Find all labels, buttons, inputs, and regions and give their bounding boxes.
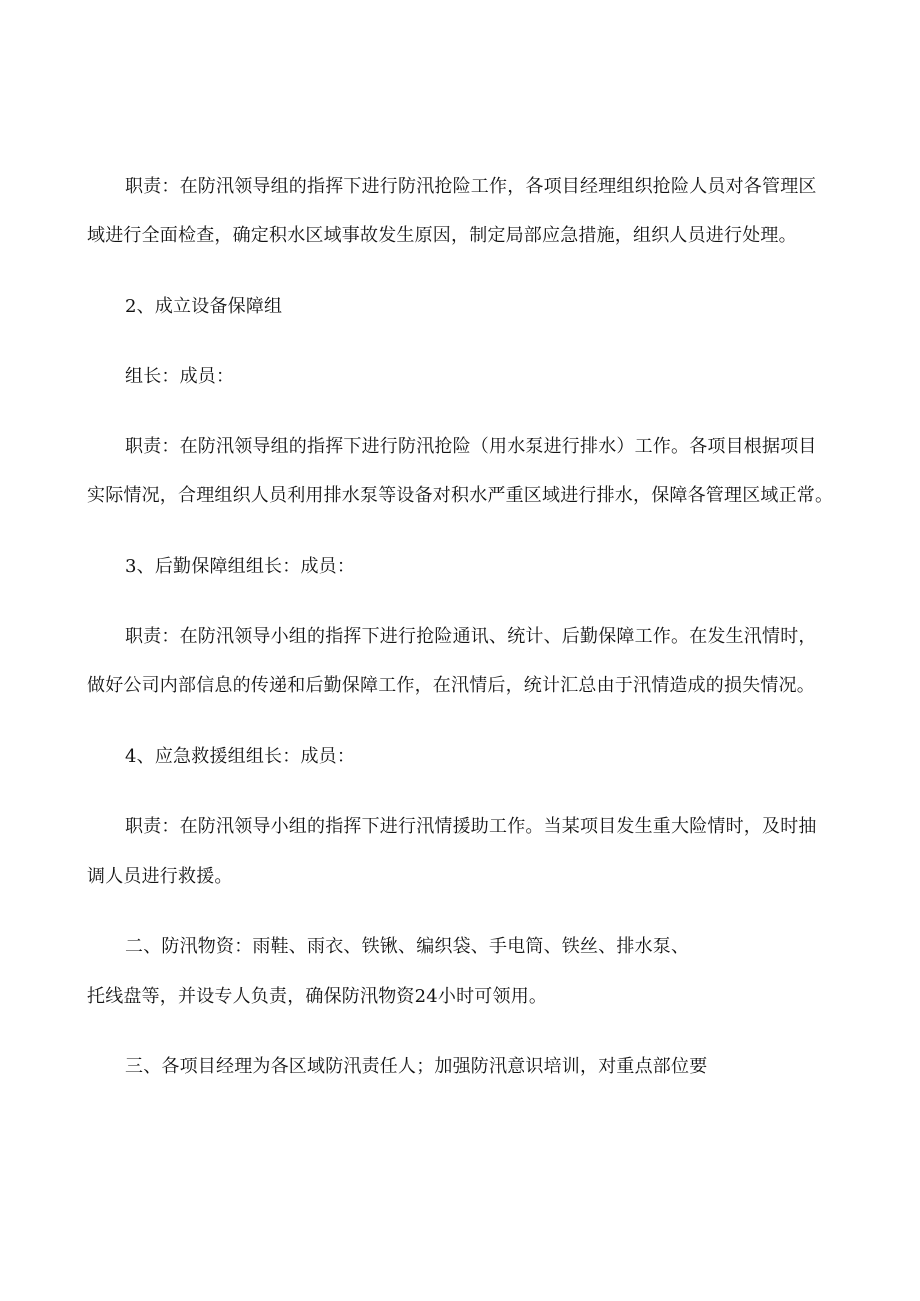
paragraph-line: 做好公司内部信息的传递和后勤保障工作，在汛情后，统计汇总由于汛情造成的损失情况。 [87, 675, 815, 696]
section-heading: 2、成立设备保障组 [125, 296, 283, 317]
paragraph-line: 职责：在防汛领导组的指挥下进行防汛抢险工作，各项目经理组织抢险人员对各管理区 [125, 176, 817, 197]
paragraph-line: 实际情况，合理组织人员利用排水泵等设备对积水严重区域进行排水，保障各管理区域正常。 [87, 485, 834, 506]
paragraph-line: 调人员进行救援。 [87, 866, 233, 887]
paragraph-line: 托线盘等，并设专人负责，确保防汛物资24小时可领用。 [87, 986, 548, 1007]
paragraph-line: 二、防汛物资：雨鞋、雨衣、铁锹、编织袋、手电筒、铁丝、排水泵、 [125, 936, 690, 957]
paragraph-line: 三、各项目经理为各区域防汛责任人；加强防汛意识培训，对重点部位要 [125, 1056, 708, 1077]
paragraph-line: 职责：在防汛领导小组的指挥下进行抢险通讯、统计、后勤保障工作。在发生汛情时， [125, 626, 817, 647]
section-heading: 3、后勤保障组组长：成员： [125, 556, 356, 577]
paragraph-line: 职责：在防汛领导小组的指挥下进行汛情援助工作。当某项目发生重大险情时，及时抽 [125, 816, 817, 837]
paragraph-line: 职责：在防汛领导组的指挥下进行防汛抢险（用水泵进行排水）工作。各项目根据项目 [125, 436, 817, 457]
section-heading: 4、应急救援组组长：成员： [125, 746, 356, 767]
paragraph-line: 域进行全面检查，确定积水区域事故发生原因，制定局部应急措施，组织人员进行处理。 [87, 225, 797, 246]
paragraph-line: 组长：成员： [125, 366, 235, 387]
